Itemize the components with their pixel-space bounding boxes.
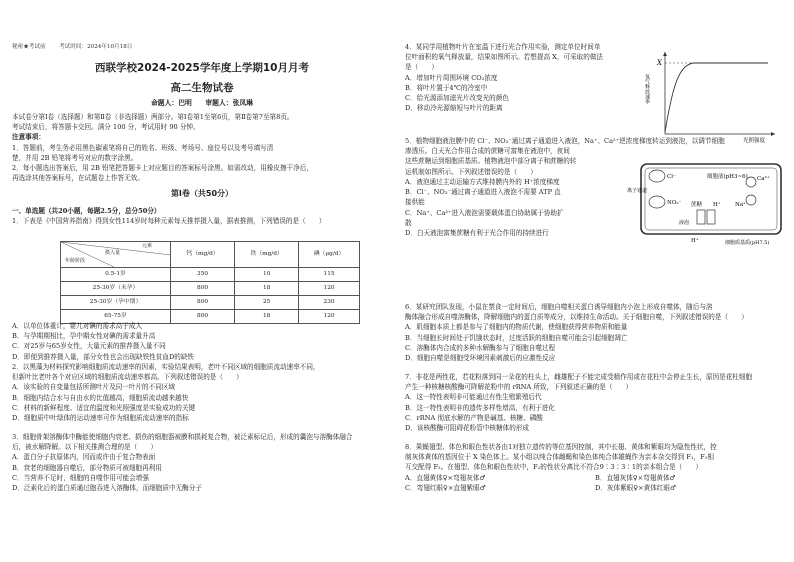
q6-stem: 酶体融合形成自噬溶酶体，降解细胞内的蛋白质等成分，以维持生命活动。关于细胞自噬，下列叙述错误的是（ ） bbox=[405, 313, 748, 322]
q8-stem: 互交配得 F₂。在翅型、体色和眼色性状中，F₂的性状分离比不符合9∶3∶3∶1的亲本组合是（ ） bbox=[405, 463, 703, 472]
table-header-row bbox=[61, 242, 360, 268]
q1-block bbox=[12, 206, 392, 226]
q2-option-a: A．该实验的自变量包括所测叶片及同一叶片的不同区域 bbox=[12, 383, 176, 392]
sucrose-transporter bbox=[697, 210, 705, 224]
diag-label: 摄入量 bbox=[105, 250, 121, 256]
q7-stem: 7．非花是两性花，若花粉落到同一朵花的柱头上，雌雄配子不能完成受精作用或在花柱中会停止生长，原因是花柱细胞 bbox=[405, 373, 753, 381]
na-antiporter bbox=[746, 195, 756, 205]
ion-label: NO₃⁻ bbox=[667, 200, 682, 206]
channel-top bbox=[649, 170, 665, 182]
q6-option-c: C．溶酶体内合成的多种水解酶参与了细胞自噬过程 bbox=[405, 343, 556, 352]
q6-stem: 6．某研究团队发现，小鼠在禁食一定时间后，细胞自噬相关蛋白诱导细胞内小泡上形成自噬体，随后与溶 bbox=[405, 303, 713, 311]
q4-option-c: C．给光源添加滤光片改变光的颜色 bbox=[405, 94, 509, 103]
q2-block bbox=[12, 362, 392, 423]
q1-option-c: C．对25岁与65岁女性，大量元素的推荐摄入量不同 bbox=[12, 342, 166, 351]
table-cell: 10 bbox=[235, 268, 299, 282]
table-cell: 18 bbox=[235, 310, 299, 324]
x-axis-label: 光照强度 bbox=[743, 138, 766, 144]
table-cell: 230 bbox=[299, 296, 360, 310]
q1-option-a: A．以单位体重计，婴儿对碘的需求高于成人 bbox=[12, 322, 143, 330]
table-cell: 115 bbox=[299, 268, 360, 282]
q8-options-row bbox=[405, 473, 785, 483]
table-cell: 65-75岁 bbox=[61, 310, 171, 324]
q3-stem: 后，被水解降解。以下相关推测合理的是（ ） bbox=[12, 443, 158, 452]
vacuole-label: 细胞液(pH3~6) bbox=[707, 174, 748, 180]
q3-stem: 3．细胞骨架溶酶体中酶能使细胞内衰老、损伤的细胞器被膜和损耗复合物，被泛素标记后，形成的囊泡与溶酶体融合 bbox=[12, 433, 353, 441]
q8-stem: 制灰体黄体的基因位于 X 染色体上。某小组以纯合体雌蝇和染色体纯合体雄蝇作为亲本杂交得到 F₁，F₁相 bbox=[405, 453, 714, 462]
q5-vacuole-figure bbox=[627, 158, 785, 258]
ion-label: Cl⁻ bbox=[667, 174, 676, 180]
proton-pump bbox=[707, 210, 715, 224]
y-axis-arrow bbox=[663, 52, 667, 56]
table-cell: 350 bbox=[171, 268, 235, 282]
table-cell: 25 bbox=[235, 296, 299, 310]
table-cell: 800 bbox=[171, 296, 235, 310]
q7-option-c: C．rRNA 彻底水解的产物是碱基、核糖、磷酸 bbox=[405, 413, 543, 422]
nutrition-table bbox=[60, 241, 360, 324]
q2-option-b: B．细胞内结合水与自由水的比值越高，细胞质流动越来越快 bbox=[12, 393, 189, 402]
exam-title: 西联学校2024-2025学年度上学期10月月考 bbox=[95, 62, 309, 74]
left-column bbox=[12, 0, 392, 562]
q1-option-b: B．与孕期期相比，孕中期女性对碘的需求量升高 bbox=[12, 332, 156, 341]
table-cell: 25-30岁（未孕） bbox=[61, 282, 171, 296]
channel-label: 离子通道 bbox=[627, 188, 648, 194]
part1-title: 第Ⅰ卷（共50分） bbox=[170, 189, 234, 198]
ion-label: Na⁺ bbox=[735, 202, 746, 208]
q3-option-c: C．当营养不足时，细胞的自噬作用可能会增强 bbox=[12, 473, 149, 482]
q3-option-a: A．蛋白分子抗原体内，因而或许由于复合物表面 bbox=[12, 453, 156, 462]
q8-block bbox=[405, 442, 785, 493]
q2-stem: 但新叶比老叶各个对应区域的细胞质流动速率都高。下列叙述错误的是（ ） bbox=[12, 373, 243, 382]
q4-stem: 位叶面积的氧气释放量，结果如图所示。若想提高 X，可采取的做法 bbox=[405, 53, 604, 62]
q5-option-b: B．Cl⁻、NO₃⁻通过离子通道进入液泡不需要 ATP 直 bbox=[405, 188, 561, 197]
exam-subtitle: 高二生物试卷 bbox=[170, 82, 234, 94]
q8-options-row bbox=[405, 483, 785, 493]
table-diag-header bbox=[61, 242, 171, 268]
intro-line: 本试卷分第Ⅰ卷（选择题）和第Ⅱ卷（非选择题）两部分。第Ⅰ卷第1至第6页，第Ⅱ卷第7至第8页。 bbox=[12, 113, 294, 121]
table-cell: 25-30岁（孕中期） bbox=[61, 296, 171, 310]
table-col-header: 碘（μg/d） bbox=[299, 242, 360, 268]
right-column bbox=[405, 0, 785, 562]
q5-option-c: C．Na⁺、Ca²⁺进入液泡需要载体蛋白协助属于协助扩 bbox=[405, 208, 564, 217]
q6-option-d: D．细胞自噬是细胞受环境因素刺激后的应激性反应 bbox=[405, 354, 556, 363]
q4-stem: 是（ ） bbox=[405, 63, 438, 72]
table-cell: 120 bbox=[299, 282, 360, 296]
table-cell: 0.5-1岁 bbox=[61, 268, 171, 282]
channel-bottom bbox=[649, 196, 665, 208]
q8-option-b: B．直翅灰体♀×弯翅黄体♂ bbox=[595, 473, 676, 482]
table-row bbox=[61, 296, 360, 310]
q5-stem: 运机制如图所示。下列叙述错误的是（ ） bbox=[405, 167, 537, 176]
q4-block bbox=[405, 42, 645, 114]
q5-stem: 渗透压。白天光合作用合成的蔗糖可富集在液泡中，夜间 bbox=[405, 147, 570, 156]
q7-block bbox=[405, 372, 785, 433]
y-axis-label: 氧气释放速率 bbox=[644, 74, 650, 104]
q8-option-d: D．灰体紫眼♀×黄体红眼♂ bbox=[595, 483, 676, 492]
table-col-header: 铁（mg/d） bbox=[235, 242, 299, 268]
q7-option-d: D．该核酸酶可阻碍花粉管中核糖体的形成 bbox=[405, 424, 529, 433]
q1-option-d: D．即便到推荐摄入量，部分女性也会出现缺铁性贫血D的缺铁 bbox=[12, 352, 195, 361]
ion-label: H⁺ bbox=[691, 238, 699, 244]
q2-option-d: D．细胞质中叶绿体的运动速率可作为细胞质流动速率的指标 bbox=[12, 414, 189, 423]
table-cell: 800 bbox=[171, 282, 235, 296]
diag-label: 元素 bbox=[141, 243, 152, 249]
q4-option-d: D．移动冷光源缩短与叶片的距离 bbox=[405, 104, 503, 113]
q7-option-a: A．这一特性表明非可能通过有性生殖繁殖后代 bbox=[405, 393, 542, 402]
notice-line: 1．答题前，考生务必用黑色碳素笔将自己的姓名、班级、考场号、座位号以及考号填写清 bbox=[12, 143, 274, 152]
intro-block bbox=[12, 112, 392, 184]
q8-option-a: A．直翅黄体♀×弯翅灰体♂ bbox=[405, 473, 486, 482]
curve-line bbox=[665, 63, 768, 132]
q6-option-a: A．肌细胞本质上都是参与了细胞内的物质代谢，使细胞获得营养物质和能量 bbox=[405, 323, 628, 332]
q5-option-a: A．液泡通过主动运输方式维持膜内外的 H⁺浓度梯度 bbox=[405, 177, 560, 186]
notice-title: 注意事项： bbox=[12, 133, 45, 142]
q2-stem: 2．以黑藻为材料探究影响细胞质流动速率的因素，实验结果表明，老叶不同区域的细胞质流动速率不同， bbox=[12, 363, 320, 371]
q4-stem: 4．某同学用植物叶片在室温下进行光合作用实验，测定单位时间单 bbox=[405, 43, 601, 51]
ion-label: Ca²⁺ bbox=[757, 176, 770, 182]
q4-option-a: A．增加叶片周围环境 CO₂浓度 bbox=[405, 73, 498, 82]
q5-option-b-cont: 接供能 bbox=[405, 198, 425, 207]
table-cell: 120 bbox=[299, 310, 360, 324]
q8-stem: 8．果蝇翅型、体色和眼色性状各由1对独立遗传的等位基因控制，其中长翅、黄体和紫眼均为隐性性状，控 bbox=[405, 443, 717, 451]
table-row bbox=[61, 282, 360, 296]
q7-option-b: B．这一特性表明非的遗传多样性增高，有利于进化 bbox=[405, 403, 555, 412]
secret-label: 秘密★考试前 bbox=[12, 44, 46, 50]
q6-block bbox=[405, 302, 785, 363]
cytosol-label: 细胞质基质(pH7.5) bbox=[725, 240, 770, 246]
intro-line: 考试结束后，将答题卡交回。满分 100 分，考试用时 90 分钟。 bbox=[12, 123, 200, 132]
ion-label: 蔗糖 bbox=[691, 202, 703, 208]
q5-option-d: D．白天液泡富集蔗糖有利于光合作用的持续进行 bbox=[405, 228, 549, 237]
q5-stem: 这些蔗糖运到细胞质基质。植物液泡中部分离子和蔗糖的转 bbox=[405, 157, 577, 166]
q3-option-d: D．泛素化后的蛋白质通过胞吞进入溶酶体，而细胞质中无酶分子 bbox=[12, 484, 202, 493]
q1-stem: 1．下表是《中国营养指南》得到女性114岁时每种元素每天推荐摄入量，据表推测，下列错误的是（ ） bbox=[12, 217, 326, 226]
q2-option-c: C．材料的新鲜程度、适宜的温度和光照强度是实验成功的关键 bbox=[12, 403, 196, 412]
q8-option-c: C．弯翅红眼♀×直翅紫眼♂ bbox=[405, 483, 486, 492]
q4-light-curve-graph bbox=[643, 44, 783, 144]
table-col-header: 钙（mg/d） bbox=[171, 242, 235, 268]
q3-option-b: B．衰老的细胞器自噬后，部分物质可被细胞再利用 bbox=[12, 463, 162, 472]
section1-title: 一、单选题（共20小题，每题2.5分，总分50分） bbox=[12, 207, 161, 215]
diag-label: 年龄阶段 bbox=[65, 258, 86, 264]
q5-stem: 5．植物细胞液泡膜中的 Cl⁻、NO₃⁻通过离子通道进入液泡，Na⁺、Ca²⁺逆浓度梯度转运到液泡，以调节细胞 bbox=[405, 137, 725, 145]
vacuole-name: 液泡 bbox=[679, 220, 690, 226]
q3-block bbox=[12, 432, 392, 493]
exam-time: 考试时间：2024年10月18日 bbox=[59, 44, 133, 50]
ion-label: H⁺ bbox=[713, 202, 721, 208]
q5-option-c-cont: 散 bbox=[405, 218, 412, 227]
table-cell: 18 bbox=[235, 282, 299, 296]
notice-line: 2．每小题选出答案后，用 2B 铅笔把答题卡上对应题目的答案标号涂黑。如需改动，用橡皮擦干净后， bbox=[12, 164, 313, 173]
q7-stem: 产生一种核糖核酸酶可降解花粉中的 rRNA 所致，下列叙述正确的是（ ） bbox=[405, 383, 633, 392]
x-mark-label: X bbox=[657, 59, 662, 67]
q6-option-b: B．当细胞长时间处于饥饿状态时，过度活跃的细胞自噬可能会引起细胞凋亡 bbox=[405, 333, 628, 342]
q4-option-b: B．将叶片置于4℃的冷室中 bbox=[405, 83, 488, 92]
exam-authors: 命题人：巴明 审题人：张凤琳 bbox=[151, 99, 253, 107]
table-row bbox=[61, 268, 360, 282]
q1-options bbox=[12, 321, 392, 362]
notice-line: 再选涂其他答案标号，在试题卷上作答无效。 bbox=[12, 174, 144, 183]
notice-line: 楚，并用 2B 铅笔将考号对应的数字涂黑。 bbox=[12, 153, 138, 162]
ca-antiporter bbox=[746, 177, 756, 187]
table-cell: 800 bbox=[171, 310, 235, 324]
